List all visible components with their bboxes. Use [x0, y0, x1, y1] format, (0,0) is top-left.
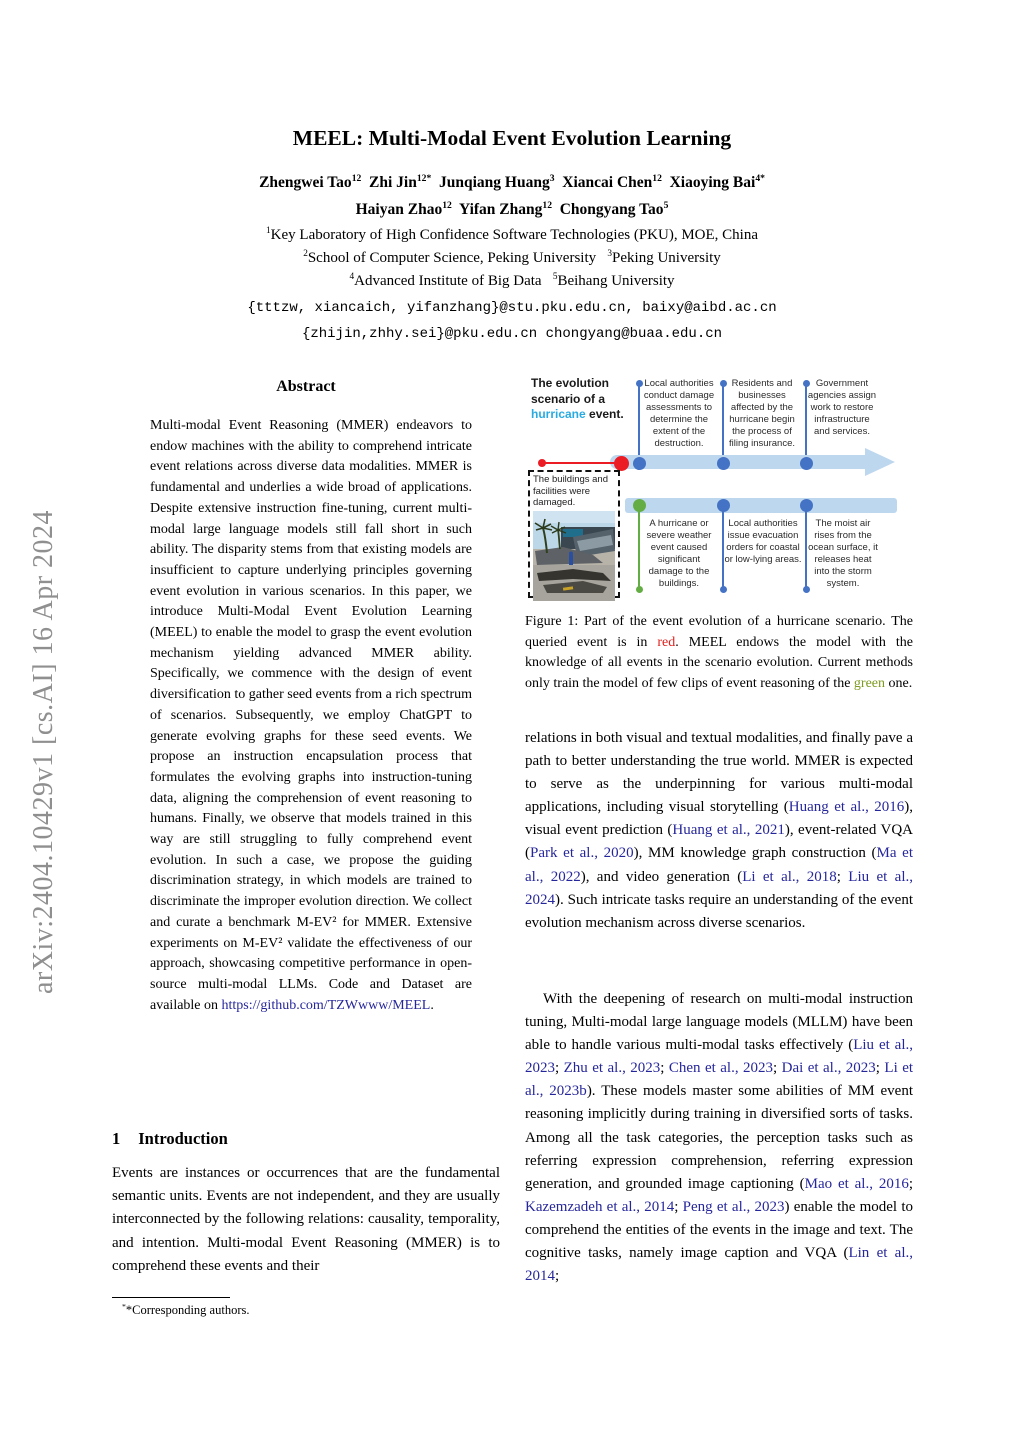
figure-1: [525, 372, 917, 604]
timeline-stem: [638, 384, 640, 463]
arxiv-watermark: arXiv:2404.10429v1 [cs.AI] 16 Apr 2024: [28, 509, 59, 995]
abstract-body: [150, 416, 472, 1016]
event-text-bottom-3: The moist air rises from the ocean surface, it releases heat into the storm system.: [808, 518, 878, 589]
timeline-arrow-head: [865, 448, 895, 476]
hurricane-damage-photo: [533, 511, 615, 601]
text-segment: School of Computer Science, Peking University: [307, 250, 608, 266]
citation-link[interactable]: Peng et al., 2023: [682, 1198, 785, 1215]
text-segment: Advanced Institute of Big Data: [354, 273, 553, 289]
footnote-marker: *: [122, 1301, 126, 1311]
citation-link[interactable]: Lin et al., 2014: [525, 1245, 913, 1285]
text-segment: 5: [552, 272, 558, 282]
url-link[interactable]: https://github.com/TZWwww/MEEL: [221, 997, 431, 1013]
text-segment: 12: [351, 172, 362, 184]
email-line: {zhijin,zhhy.sei}@pku.edu.cn chongyang@buaa.edu.cn: [301, 326, 723, 342]
event-dot: [800, 457, 813, 470]
text-segment: Junqiang Huang: [431, 174, 550, 191]
text-segment: Key Laboratory of High Confidence Software Technologies (PKU), MOE, China: [270, 227, 758, 243]
text-segment: Xiancai Chen: [554, 174, 653, 191]
text-segment: ;: [773, 1060, 782, 1077]
text-segment: ;: [555, 1060, 564, 1077]
figure-title: [531, 376, 631, 423]
timeline-stem-green: [638, 505, 640, 589]
intro-paragraph: Events are instances or occurrences that are the fundamental semantic units. Events are not independent, and they are usually interconnected by the following relations: causality, temporality, and intention. Multi-modal Event Reasoning (MMER) is to comprehend these events and their: [112, 1165, 500, 1274]
text-segment: With the deepening of research on multi-modal instruction tuning, Multi-modal large language models (MLLM) have been able to handle various multi-modal tasks effectively (: [525, 991, 913, 1054]
timeline-arrow: [610, 455, 867, 469]
text-segment: ;: [908, 1175, 913, 1192]
citation-link[interactable]: Li et al., 2018: [742, 868, 837, 885]
text-segment: ), and video generation (: [580, 868, 743, 885]
event-dot-small: [720, 586, 727, 593]
timeline-stem: [722, 384, 724, 463]
text-segment: Haiyan Zhao: [355, 201, 443, 218]
text-segment: ;: [660, 1060, 669, 1077]
affiliation-line: [0, 247, 1024, 270]
text-segment: event.: [585, 407, 624, 421]
text-segment: 12: [542, 199, 552, 211]
timeline-stem: [805, 384, 807, 463]
citation-link[interactable]: Li et al., 2023b: [525, 1060, 914, 1100]
event-dot: [633, 457, 646, 470]
event-text-bottom-1: A hurricane or severe weather event caused significant damage to the buildings.: [646, 518, 712, 589]
text-segment: green: [853, 675, 885, 691]
text-segment: 4: [349, 272, 355, 282]
event-text-top-1: Local authorities conduct damage assessments to determine the extent of the destruction.: [643, 378, 715, 449]
author-line-2: [0, 196, 1024, 223]
left-column: [112, 372, 500, 1317]
text-segment: 4*: [755, 172, 765, 184]
text-segment: Figure 1: Part of the event evolution of a hurricane scenario. The queried event is in: [525, 614, 913, 650]
text-segment: Beihang University: [557, 273, 675, 289]
text-segment: relations in both visual and textual modalities, and finally pave a path to better understanding the true world. MMER is expected to serve as the underpinning for various multi-modal applications, including visual storytelling (: [525, 730, 913, 816]
text-segment: 3: [607, 249, 613, 259]
queried-event-box: [528, 470, 620, 598]
citation-link[interactable]: Park et al., 2020: [530, 845, 634, 862]
text-segment: . MEEL endows the model with the knowledge of all events in the scenario evolution. Current methods only train the model of few clips of event reasoning of the: [525, 634, 913, 691]
citation-link[interactable]: Liu et al., 2024: [525, 868, 914, 908]
event-dot-small: [636, 380, 643, 387]
email-line: {tttzw, xiancaich, yifanzhang}@stu.pku.edu.cn, baixy@aibd.ac.cn: [247, 300, 777, 316]
text-segment: ;: [836, 868, 849, 885]
text-segment: ), MM knowledge graph construction (: [633, 845, 877, 862]
text-segment: Zhi Jin: [361, 174, 417, 191]
abstract-heading: Abstract: [276, 378, 336, 395]
body-paragraph: [525, 727, 913, 935]
text-segment: ) enable the model to comprehend the entities of the events in the image and text. The cognitive tasks, namely image caption and VQA (: [525, 1198, 913, 1262]
text-segment: ;: [555, 1268, 560, 1285]
text-segment: red: [657, 634, 676, 650]
event-dot: [717, 457, 730, 470]
section-title: Introduction: [138, 1129, 228, 1148]
footnote: [112, 1303, 500, 1318]
citation-link[interactable]: Liu et al., 2023: [525, 1037, 914, 1077]
text-segment: 12: [442, 199, 452, 211]
text-segment: Xiaoying Bai: [661, 174, 756, 191]
citation-link[interactable]: Huang et al., 2016: [788, 799, 905, 816]
event-text-bottom-2: Local authorities issue evacuation orders for coastal or low-lying areas.: [724, 518, 802, 565]
citation-link[interactable]: Mao et al., 2016: [804, 1175, 909, 1192]
text-segment: ). These models master some abilities of MM event reasoning implicitly during training in diversified sorts of tasks. Among all the task categories, the perception tasks such as referring expression comprehension, referring expression generation, and grounded image captioning (: [525, 1083, 913, 1192]
author-block: [0, 169, 1024, 223]
section-heading-introduction: [112, 1129, 228, 1149]
body-paragraph: [525, 988, 913, 1288]
text-segment: 1: [266, 226, 271, 236]
text-segment: 12: [652, 172, 662, 184]
paper-title: MEEL: Multi-Modal Event Evolution Learning: [292, 126, 732, 150]
queried-event-line: [542, 462, 621, 464]
citation-link[interactable]: Zhu et al., 2023: [563, 1060, 661, 1077]
text-segment: one.: [885, 675, 913, 691]
citation-link[interactable]: Dai et al., 2023: [781, 1060, 876, 1077]
event-text-top-2: Residents and businesses affected by the hurricane begin the process of filing insurance.: [728, 378, 795, 449]
event-dot-small-green: [636, 586, 643, 593]
text-segment: 5: [663, 199, 669, 211]
text-segment: ). Such intricate tasks require an understanding of the event evolution mechanism across diverse scenarios.: [525, 891, 913, 931]
email-block: [0, 295, 1024, 347]
text-segment: 3: [549, 172, 555, 184]
affiliation-block: [0, 224, 1024, 293]
event-dot-small: [803, 380, 810, 387]
figure-caption: [525, 612, 913, 694]
text-segment: ;: [674, 1198, 683, 1215]
text-segment: ;: [875, 1060, 885, 1077]
footnote-rule: [112, 1297, 230, 1298]
author-line-1: [0, 169, 1024, 196]
text-segment: ), visual event prediction (: [525, 799, 913, 839]
citation-link[interactable]: Kazemzadeh et al., 2014: [525, 1198, 675, 1215]
timeline-bar: [625, 498, 897, 513]
citation-link[interactable]: Chen et al., 2023: [668, 1060, 774, 1077]
affiliation-line: [0, 224, 1024, 247]
text-segment: Peking University: [612, 250, 721, 266]
text-segment: 2: [303, 249, 308, 259]
text-segment: hurricane: [531, 407, 586, 421]
citation-link[interactable]: Ma et al., 2022: [525, 845, 913, 885]
text-segment: .: [430, 997, 434, 1013]
text-segment: Multi-modal Event Reasoning (MMER) endeavors to endow machines with the ability to comprehend intricate event relations across diverse data modalities. MMER is fundamental and underlies a wide broad of applications. Despite extensive instruction fine-tuning, current multi-modal large language models still fall short in such ability. The disparity stems from that existing models are insufficient to capture underlying principles governing event evolution in various scenarios. In this paper, we introduce Multi-Modal Event Evolution Learning (MEEL) to enable the model to grasp the event evolution mechanism yielding advanced MMER ability. Specifically, we commence with the design of event diversification to gather seed events from a rich spectrum of scenarios. Subsequently, we employ ChatGPT to generate evolving graphs for these seed events. We propose an instruction encapsulation process that formulates the evolving graphs into instruction-tuning data, aligning the comprehension of event reasoning to humans. Finally, we observe that models trained in this way are still struggling to fully comprehend event evolution. In such a case, we propose the guiding discrimination strategy, in which models are trained to discriminate the improper evolution direction. We collect and curate a benchmark M-EV² for MMER. Extensive experiments on M-EV² validate the effectiveness of our approach, showcasing competitive performance in open-source multi-modal LLMs. Code and Dataset are available on: [150, 418, 472, 1013]
text-segment: ), event-related VQA (: [525, 822, 913, 862]
citation-link[interactable]: Huang et al., 2021: [672, 822, 785, 839]
event-dot-small: [720, 380, 727, 387]
text-segment: 12*: [416, 172, 432, 184]
right-column: [525, 372, 914, 1285]
event-text-top-3: Government agencies assign work to restore infrastructure and services.: [807, 378, 877, 437]
text-segment: Chongyang Tao: [551, 201, 664, 218]
text-segment: Yifan Zhang: [451, 201, 543, 218]
footnote-text: *Corresponding authors.: [125, 1303, 250, 1317]
affiliation-line: [0, 270, 1024, 293]
section-number: 1: [112, 1129, 121, 1148]
text-segment: Zhengwei Tao: [259, 174, 352, 191]
queried-event-dot: [614, 456, 629, 471]
text-segment: The evolution scenario of a: [531, 376, 609, 406]
queried-event-dot-small: [538, 459, 546, 467]
queried-event-label: The buildings and facilities were damaged.: [533, 474, 608, 508]
